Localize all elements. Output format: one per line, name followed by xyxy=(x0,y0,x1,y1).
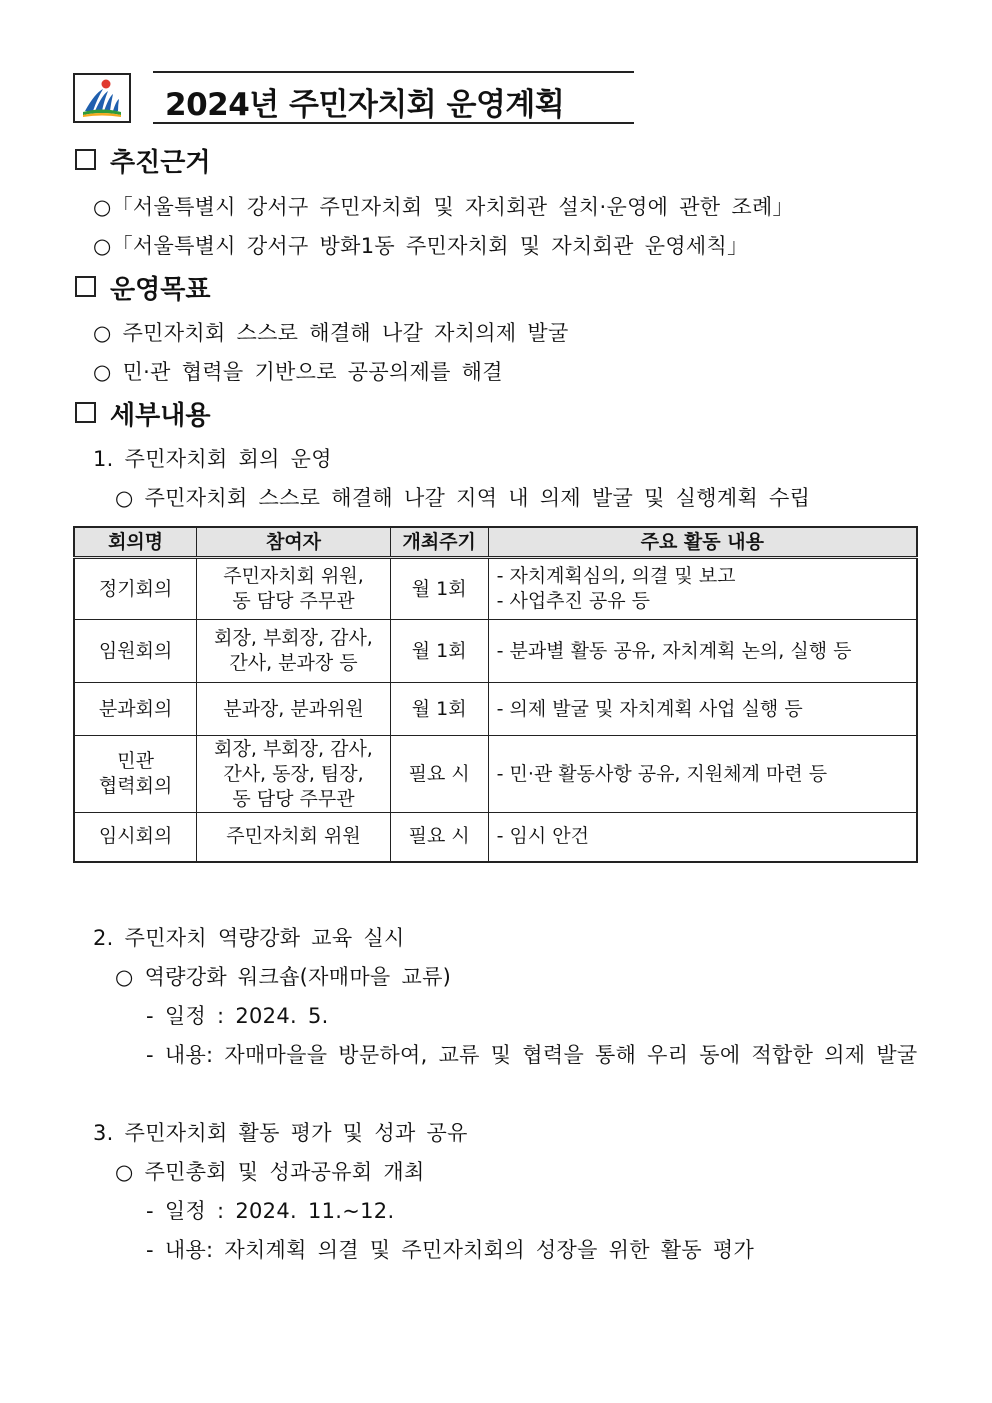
sub2-bullet: ○ 역량강화 워크숍(자매마을 교류) xyxy=(115,965,452,989)
sub3-content: - 내용: 자치계획 의결 및 주민자치회의 성장을 위한 활동 평가 xyxy=(146,1238,755,1262)
meeting-name xyxy=(74,736,197,813)
header-meeting-name: 회의명 xyxy=(74,527,197,558)
section-heading-label: 추진근거 xyxy=(110,148,211,178)
activities-line: - 민·관 활동사항 공유, 지원체계 마련 등 xyxy=(496,762,828,785)
title-bar xyxy=(153,71,634,124)
meeting-name: 임원회의 xyxy=(74,620,197,683)
section-heading-details xyxy=(75,395,210,432)
header-activities: 주요 활동 내용 xyxy=(488,527,917,558)
header-cycle: 개최주기 xyxy=(390,527,488,558)
sub2-content: - 내용: 자매마을을 방문하여, 교류 및 협력을 통해 우리 동에 적합한 의제 발굴 xyxy=(146,1043,918,1067)
meeting-name-line: 협력회의 xyxy=(98,775,173,797)
sub1-title: 1. 주민자치회 회의 운영 xyxy=(93,447,332,471)
activities-line: - 의제 발굴 및 자치계획 사업 실행 등 xyxy=(496,697,803,720)
sub3-bullet: ○ 주민총회 및 성과공유회 개최 xyxy=(115,1160,425,1184)
section-heading-basis xyxy=(75,142,210,179)
goal-item-2: ○ 민·관 협력을 기반으로 공공의제를 해결 xyxy=(93,360,503,384)
meeting-table xyxy=(73,526,918,863)
meeting-name: 임시회의 xyxy=(74,813,197,862)
sub1-bullet: ○ 주민자치회 스스로 해결해 나갈 지역 내 의제 발굴 및 실행계획 수립 xyxy=(115,486,811,510)
sub3-title: 3. 주민자치회 활동 평가 및 성과 공유 xyxy=(93,1121,468,1145)
checkbox-square-icon xyxy=(75,149,96,170)
checkbox-square-icon xyxy=(75,402,96,423)
activities-line: - 자치계획심의, 의결 및 보고 xyxy=(496,565,736,587)
logo-box xyxy=(73,73,131,123)
activities-line: - 사업추진 공유 등 xyxy=(496,590,651,612)
participants-line: 간사, 분과장 등 xyxy=(229,652,358,674)
activities-line: - 임시 안건 xyxy=(496,825,589,848)
checkbox-square-icon xyxy=(75,276,96,297)
activities xyxy=(488,813,917,862)
sub2-title: 2. 주민자치 역량강화 교육 실시 xyxy=(93,926,405,950)
table-row xyxy=(74,620,917,683)
page-title: 2024년 주민자치회 운영계획 xyxy=(165,87,565,123)
activities-line: - 분과별 활동 공유, 자치계획 논의, 실행 등 xyxy=(496,639,852,662)
sub3-schedule: - 일정 : 2024. 11.~12. xyxy=(146,1199,395,1223)
basis-item-2: ○「서울특별시 강서구 방화1동 주민자치회 및 자치회관 운영세칙」 xyxy=(93,234,749,258)
sub2-schedule: - 일정 : 2024. 5. xyxy=(146,1004,329,1028)
header-participants: 참여자 xyxy=(197,527,391,558)
gangseo-district-logo-icon xyxy=(75,75,129,121)
participants-line: 회장, 부회장, 감사, xyxy=(214,737,373,760)
participants-line: 주민자치회 위원 xyxy=(226,825,361,848)
participants xyxy=(197,558,391,620)
cycle: 월 1회 xyxy=(390,558,488,620)
activities xyxy=(488,683,917,736)
participants xyxy=(197,620,391,683)
activities xyxy=(488,558,917,620)
cycle: 월 1회 xyxy=(390,683,488,736)
basis-item-1: ○「서울특별시 강서구 주민자치회 및 자치회관 설치·운영에 관한 조례」 xyxy=(93,195,794,219)
participants-line: 분과장, 분과위원 xyxy=(223,697,364,720)
table-header-row xyxy=(74,527,917,558)
activities xyxy=(488,620,917,683)
participants-line: 주민자치회 위원, xyxy=(223,565,364,587)
participants xyxy=(197,813,391,862)
section-heading-label: 운영목표 xyxy=(110,275,211,305)
participants-line: 간사, 동장, 팀장, xyxy=(223,762,364,785)
table-row xyxy=(74,683,917,736)
cycle: 필요 시 xyxy=(390,813,488,862)
participants-line: 회장, 부회장, 감사, xyxy=(214,627,373,649)
cycle: 월 1회 xyxy=(390,620,488,683)
cycle: 필요 시 xyxy=(390,736,488,813)
activities xyxy=(488,736,917,813)
participants xyxy=(197,736,391,813)
meeting-name-line: 민관 xyxy=(117,750,154,772)
participants-line: 동 담당 주무관 xyxy=(232,787,355,810)
table-row xyxy=(74,736,917,813)
goal-item-1: ○ 주민자치회 스스로 해결해 나갈 자치의제 발굴 xyxy=(93,321,569,345)
section-heading-label: 세부내용 xyxy=(110,401,211,431)
participants xyxy=(197,683,391,736)
participants-line: 동 담당 주무관 xyxy=(232,590,355,612)
meeting-name: 정기회의 xyxy=(74,558,197,620)
meeting-name: 분과회의 xyxy=(74,683,197,736)
table-row xyxy=(74,558,917,620)
section-heading-goals xyxy=(75,269,210,306)
table-row xyxy=(74,813,917,862)
